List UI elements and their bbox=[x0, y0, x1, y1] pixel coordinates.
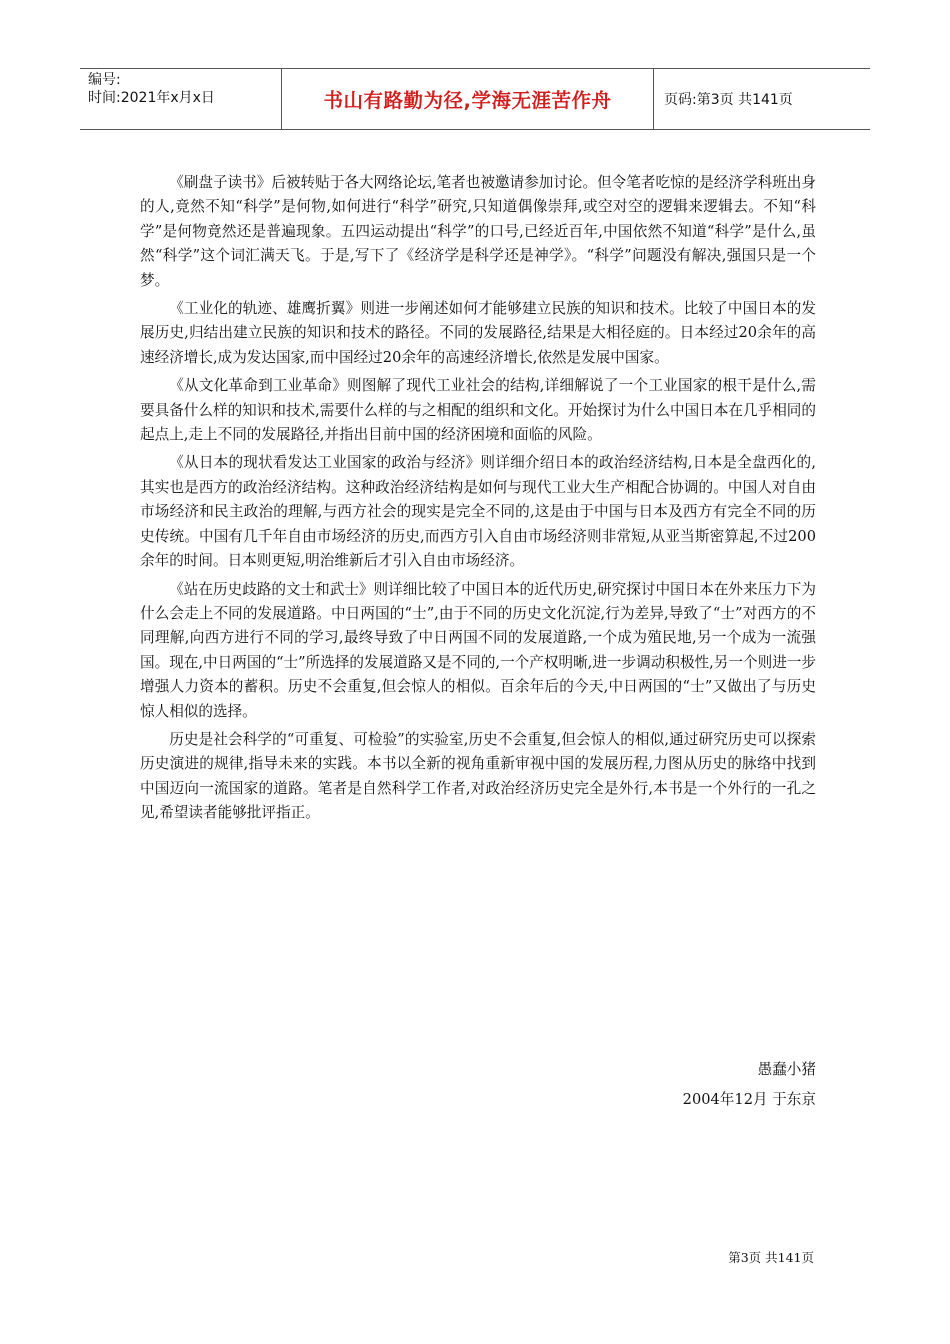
paragraph: 历史是社会科学的“可重复、可检验”的实验室,历史不会重复,但会惊人的相似,通过研究历史可以探索历史演进的规律,指导未来的实践。本书以全新的视角重新审视中国的发展历程,力图从历史的脉络中找到中国迈向一流国家的道路。笔者是自然科学工作者,对政治经济历史完全是外行,本书是一个外行的一孔之见,希望读者能够批评指正。 bbox=[140, 730, 816, 822]
header-meta bbox=[80, 69, 282, 129]
paragraph: 《刷盘子读书》后被转贴于各大网络论坛,笔者也被邀请参加讨论。但令笔者吃惊的是经济学科班出身的人,竟然不知“科学”是何物,如何进行“科学”研究,只知道偶像崇拜,或空对空的逻辑来逻辑去。不知“科学”是何物竟然还是普遍现象。五四运动提出“科学”的口号,已经近百年,中国依然不知道“科学”是什么,虽然“科学”这个词汇满天飞。于是,写下了《经济学是科学还是神学》。“科学”问题没有解决,强国只是一个梦。 bbox=[140, 174, 816, 289]
header-page-info: 页码:第3页 共141页 bbox=[664, 92, 793, 108]
signature-date: 2004年12月 于东京 bbox=[682, 1091, 816, 1108]
document-number-label: 编号: bbox=[88, 72, 121, 88]
page-header bbox=[80, 68, 870, 130]
paragraph: 《从日本的现状看发达工业国家的政治与经济》则详细介绍日本的政治经济结构,日本是全盘西化的,其实也是西方的政治经济结构。这种政治经济结构是如何与现代工业大生产相配合协调的。中国人对自由市场经济和民主政治的理解,与西方社会的现实是完全不同的,这是由于中国与日本及西方有完全不同的历史传统。中国有几千年自由市场经济的历史,而西方引入自由市场经济则非常短,从亚当斯密算起,不过200余年的时间。日本则更短,明治维新后才引入自由市场经济。 bbox=[140, 454, 816, 570]
page-footer: 第3页 共141页 bbox=[728, 1250, 814, 1265]
signature-author: 愚蠢小猪 bbox=[757, 1061, 816, 1078]
paragraph: 《站在历史歧路的文士和武士》则详细比较了中国日本的近代历史,研究探讨中国日本在外来压力下为什么会走上不同的发展道路。中日两国的“士”,由于不同的历史文化沉淀,行为差异,导致了“士”对西方的不同理解,向西方进行不同的学习,最终导致了中日两国不同的发展道路,一个成为殖民地,另一个成为一流强国。现在,中日两国的“士”所选择的发展道路又是不同的,一个产权明晰,进一步调动积极性,另一个则进一步增强人力资本的蓄积。历史不会重复,但会惊人的相似。百余年后的今天,中日两国的“士”又做出了与历史惊人相似的选择。 bbox=[140, 580, 816, 720]
paragraph: 《从文化革命到工业革命》则图解了现代工业社会的结构,详细解说了一个工业国家的根干是什么,需要具备什么样的知识和技术,需要什么样的与之相配的组织和文化。开始探讨为什么中国日本在几乎相同的起点上,走上不同的发展路径,并指出目前中国的经济困境和面临的风险。 bbox=[140, 377, 816, 444]
header-motto: 书山有路勤为径,学海无涯苦作舟 bbox=[282, 69, 654, 129]
paragraph: 《工业化的轨迹、雄鹰折翼》则进一步阐述如何才能够建立民族的知识和技术。比较了中国日本的发展历史,归结出建立民族的知识和技术的路径。不同的发展路径,结果是大相径庭的。日本经过20余年的高速经济增长,成为发达国家,而中国经过20余年的高速经济增长,依然是发展中国家。 bbox=[140, 300, 816, 366]
document-body bbox=[140, 171, 816, 830]
document-date: 时间:2021年x月x日 bbox=[88, 90, 215, 106]
